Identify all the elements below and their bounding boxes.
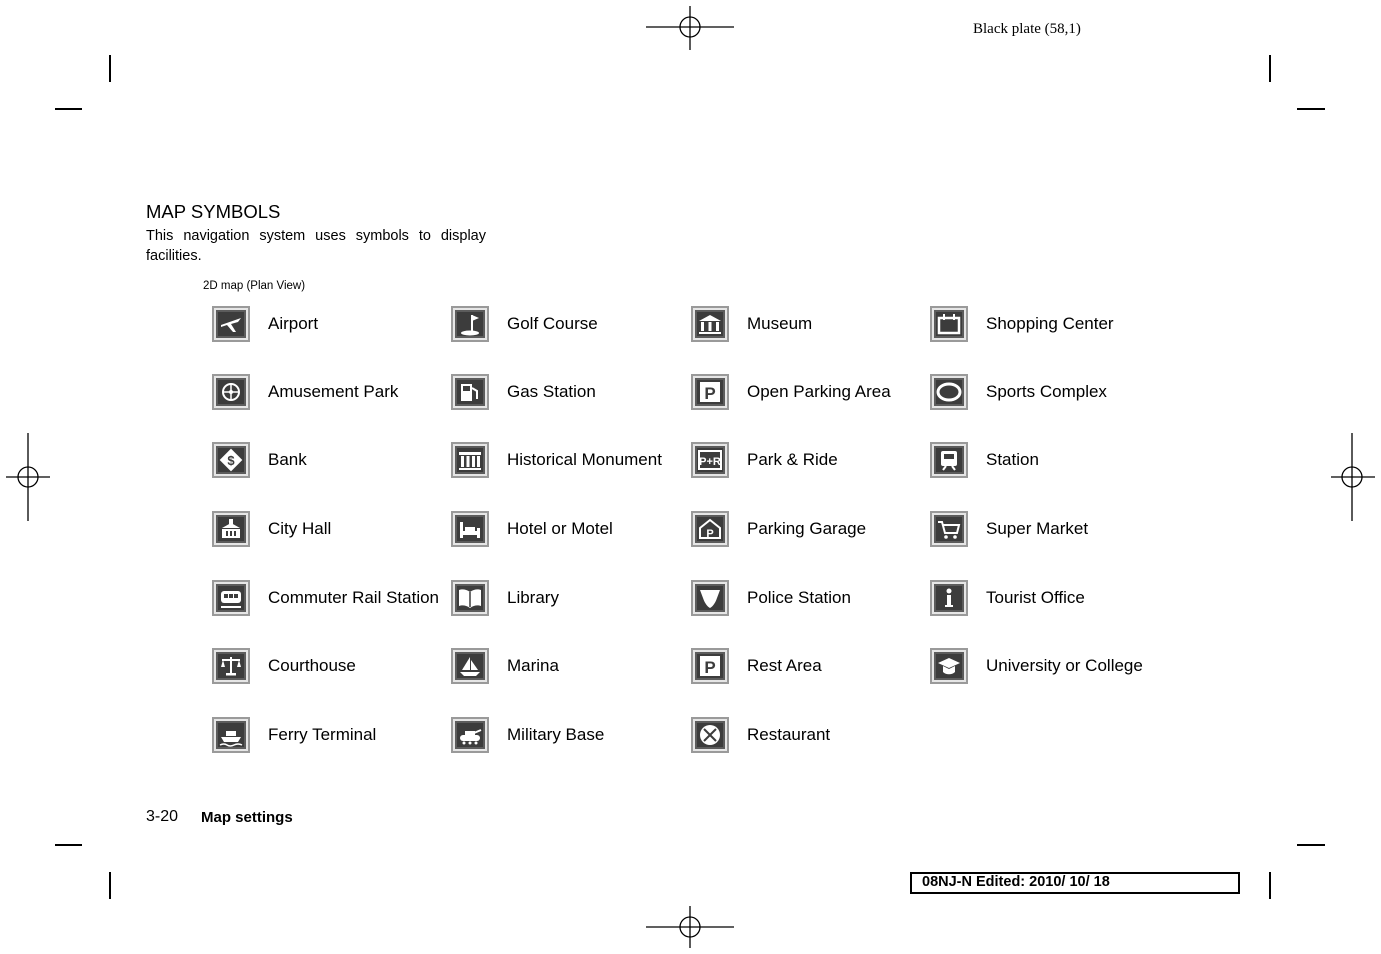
map-symbol-item: [930, 644, 1143, 688]
map-symbol-label: Parking Garage: [747, 519, 867, 538]
map-symbol-item: [691, 370, 891, 414]
map-symbol-item: [451, 644, 559, 688]
map-symbol-item: [451, 713, 604, 757]
map-symbol-label: Tourist Office: [986, 588, 1085, 607]
map-symbol-item: [451, 370, 596, 414]
map-symbol-item: [212, 713, 376, 757]
ferry-terminal-icon: [212, 717, 250, 753]
map-symbol-label: Courthouse: [268, 656, 356, 675]
map-symbol-item: [451, 438, 662, 482]
map-symbol-item: [212, 576, 439, 620]
map-symbol-label: Rest Area: [747, 656, 822, 675]
map-symbol-item: [691, 438, 838, 482]
map-symbol-label: Park & Ride: [747, 450, 838, 469]
intro-paragraph: This navigation system uses symbols to display facilities.: [146, 228, 486, 264]
map-symbol-label: Gas Station: [507, 382, 596, 401]
open-parking-icon: [691, 374, 729, 410]
amusement-park-icon: [212, 374, 250, 410]
page-number: 3-20: [146, 808, 179, 825]
map-symbol-item: [212, 644, 356, 688]
shopping-center-icon: [930, 306, 968, 342]
map-symbol-label: Golf Course: [507, 314, 598, 333]
map-symbol-label: University or College: [986, 656, 1143, 675]
map-symbol-label: Station: [986, 450, 1039, 469]
map-symbol-label: Airport: [268, 314, 319, 333]
tourist-office-icon: [930, 580, 968, 616]
map-symbol-item: [930, 302, 1114, 346]
map-symbol-label: Sports Complex: [986, 382, 1107, 401]
parking-garage-icon: [691, 511, 729, 547]
map-symbol-label: Amusement Park: [268, 382, 399, 401]
university-icon: [930, 648, 968, 684]
restaurant-icon: [691, 717, 729, 753]
courthouse-icon: [212, 648, 250, 684]
historical-monument-icon: [451, 442, 489, 478]
rest-area-icon: [691, 648, 729, 684]
map-view-subheading: 2D map (Plan View): [203, 280, 306, 292]
edited-stamp: 08NJ-N Edited: 2010/ 10/ 18: [910, 872, 1240, 894]
police-station-icon: [691, 580, 729, 616]
svg-text:$: $: [227, 453, 235, 468]
map-symbol-item: [930, 576, 1085, 620]
map-symbol-label: Restaurant: [747, 725, 831, 744]
map-symbol-item: [691, 644, 822, 688]
map-symbol-label: Open Parking Area: [747, 382, 891, 401]
map-symbol-label: Military Base: [507, 725, 605, 744]
section-title: MAP SYMBOLS: [146, 201, 281, 222]
park-and-ride-icon: [691, 442, 729, 478]
map-symbol-item: [212, 507, 331, 551]
map-symbol-label: Hotel or Motel: [507, 519, 613, 538]
map-symbol-label: Shopping Center: [986, 314, 1114, 333]
svg-text:P: P: [706, 528, 714, 540]
map-symbol-label: Ferry Terminal: [268, 725, 377, 744]
map-symbol-label: Super Market: [986, 519, 1089, 538]
map-symbol-item: [212, 438, 307, 482]
bank-icon: [212, 442, 250, 478]
map-symbol-item: [930, 370, 1107, 414]
gas-station-icon: [451, 374, 489, 410]
map-symbol-label: Marina: [507, 656, 559, 675]
station-icon: [930, 442, 968, 478]
map-symbol-label: Historical Monument: [507, 450, 662, 469]
marina-icon: [451, 648, 489, 684]
map-symbol-label: Police Station: [747, 588, 851, 607]
airport-icon: [212, 306, 250, 342]
map-symbol-label: Bank: [268, 450, 307, 469]
map-symbol-item: [691, 713, 830, 757]
military-base-icon: [451, 717, 489, 753]
map-symbol-item: [212, 370, 398, 414]
svg-text:P+R: P+R: [699, 456, 721, 468]
hotel-icon: [451, 511, 489, 547]
map-symbol-item: [930, 507, 1088, 551]
map-symbol-label: City Hall: [268, 519, 332, 538]
commuter-rail-icon: [212, 580, 250, 616]
svg-text:P: P: [704, 384, 716, 403]
footer-section-name: Map settings: [201, 809, 293, 826]
map-symbol-label: Commuter Rail Station: [268, 588, 440, 607]
golf-course-icon: [451, 306, 489, 342]
map-symbol-item: [691, 576, 851, 620]
city-hall-icon: [212, 511, 250, 547]
map-symbol-item: [451, 576, 559, 620]
map-symbol-item: [451, 302, 598, 346]
map-symbol-item: [930, 438, 1039, 482]
svg-text:P: P: [704, 658, 716, 677]
map-symbol-item: [691, 507, 866, 551]
museum-icon: [691, 306, 729, 342]
map-symbol-label: Museum: [747, 314, 813, 333]
library-icon: [451, 580, 489, 616]
map-symbol-item: [691, 302, 812, 346]
sports-complex-icon: [930, 374, 968, 410]
super-market-icon: [930, 511, 968, 547]
map-symbol-item: [451, 507, 613, 551]
plate-label: Black plate (58,1): [973, 21, 1081, 37]
map-symbol-label: Library: [507, 588, 559, 607]
map-symbol-item: [212, 302, 318, 346]
